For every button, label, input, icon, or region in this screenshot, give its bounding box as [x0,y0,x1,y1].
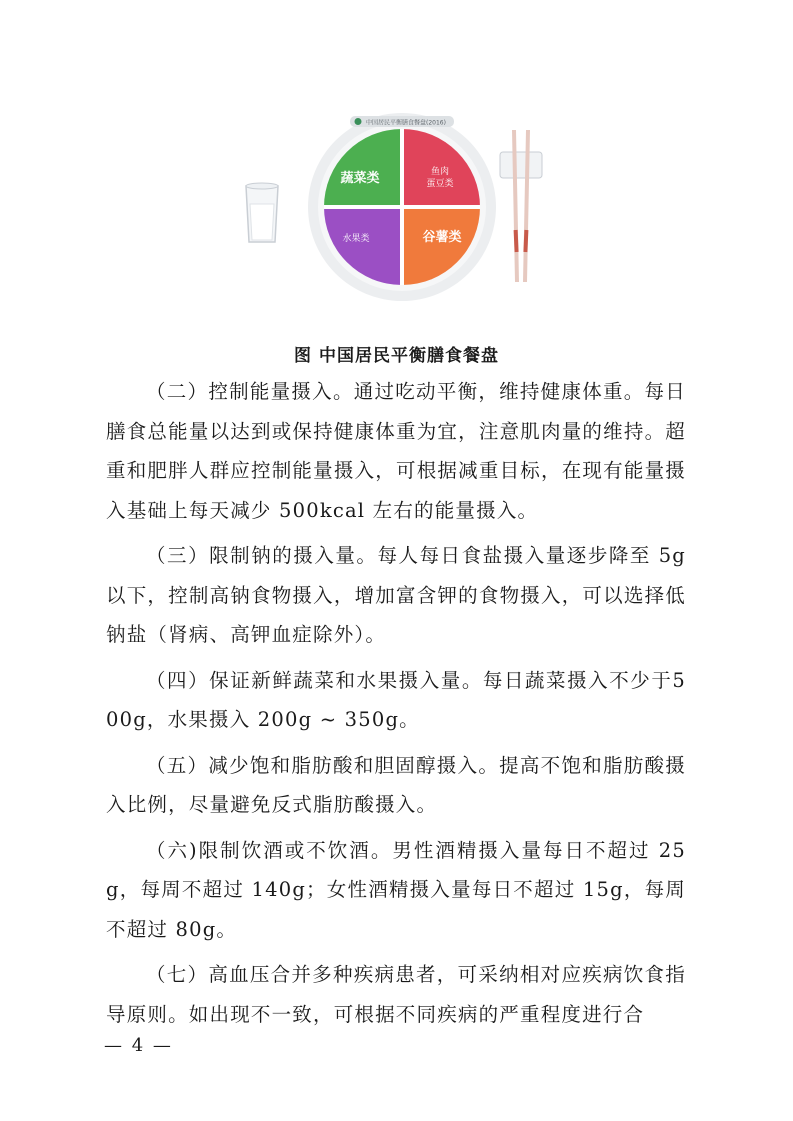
fish-meat-label-line2: 蛋豆类 [426,179,454,189]
paragraph-vegetables-fruit: （四）保证新鲜蔬菜和水果摄入量。每日蔬菜摄入不少于500g，水果摄入 200g ~ 350g。 [106,668,686,731]
page-number: — 4 — [104,1035,173,1056]
paragraph-limit-sodium: （三）限制钠的摄入量。每人每日食盐摄入量逐步降至 5g以下，控制高钠食物摄入，增加富含钾的食物摄入，可以选择低钠盐（肾病、高钾血症除外）。 [106,544,686,646]
paragraph-limit-alcohol: （六)限制饮酒或不饮酒。男性酒精摄入量每日不超过 25g，每周不超过 140g；女性酒精摄入量每日不超过 15g，每周不超过 80g。 [106,838,686,941]
plate-illustration [232,112,572,312]
balanced-diet-plate-figure [232,112,572,312]
figure-caption: 图 中国居民平衡膳食餐盘 [294,346,499,366]
document-body [106,372,686,1040]
grains-label: 谷薯类 [422,230,462,245]
paragraph-control-energy: （二）控制能量摄入。通过吃动平衡，维持健康体重。每日膳食总能量以达到或保持健康体重为宜，注意肌肉量的维持。超重和肥胖人群应控制能量摄入，可根据减重目标，在现有能量摄入基础上每天减少 500kcal 左右的能量摄入。 [106,380,686,522]
chopsticks-icon [500,130,542,282]
fruit-label: 水果类 [342,234,370,244]
milk-glass-icon [246,183,278,242]
fish-meat-label-line1: 鱼肉 [430,167,450,177]
paragraph-multiple-diseases: （七）高血压合并多种疾病患者，可采纳相对应疾病饮食指导原则。如出现不一致，可根据不同疾病的严重程度进行合 [106,963,686,1026]
vegetables-label: 蔬菜类 [340,171,380,186]
plate-badge-text: 中国居民平衡膳食餐盘(2016) [366,119,446,127]
paragraph-reduce-fat: （五）减少饱和脂肪酸和胆固醇摄入。提高不饱和脂肪酸摄入比例，尽量避免反式脂肪酸摄入。 [106,753,686,816]
